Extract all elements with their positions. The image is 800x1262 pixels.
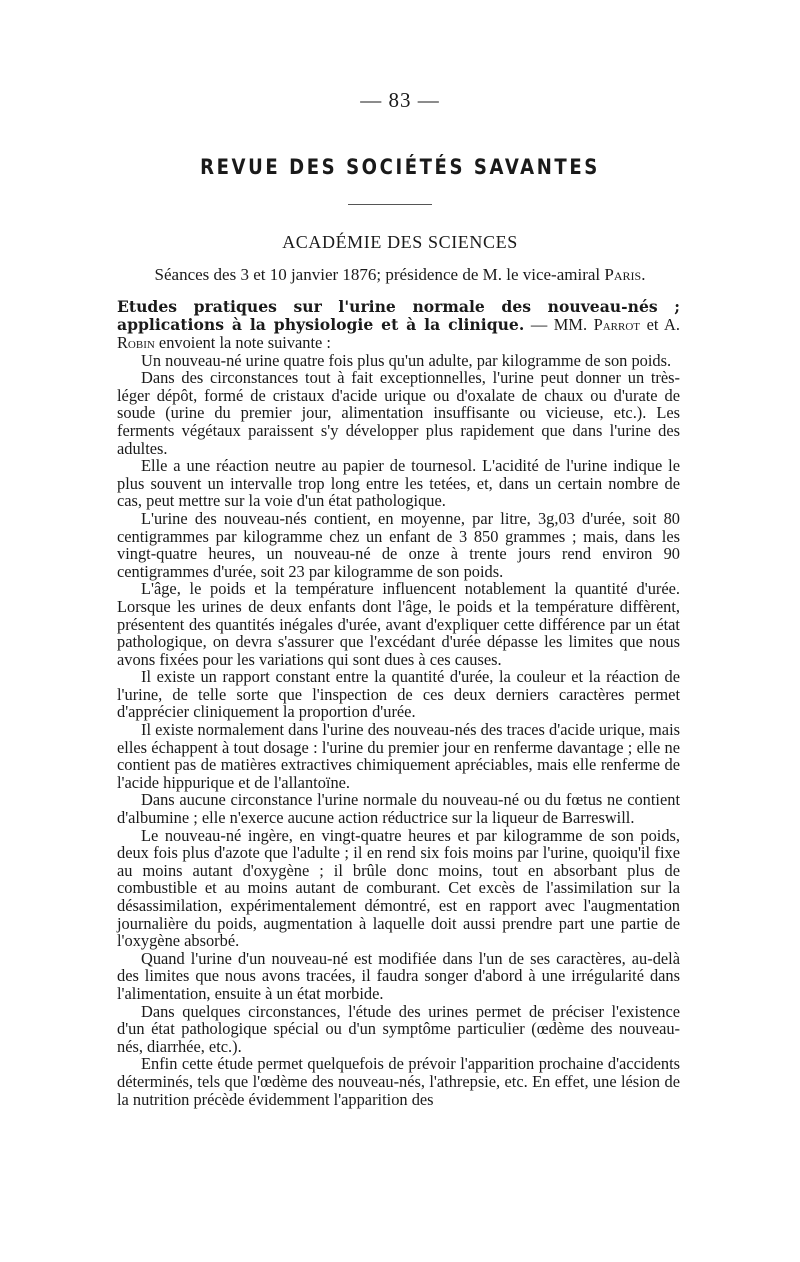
paragraph: Il existe normalement dans l'urine des nouveau-nés des traces d'acide urique, mais elles échappent à tout dosage : l'urine du premier jour en renferme davantage ; elle ne contient pas de matières extractives chimiquement apréciables, mais elle renferme de l'acide hippurique et de l'allantoïne. [117,720,680,792]
paragraph: Dans quelques circonstances, l'étude des urines permet de préciser l'existence d'un état pathologique spécial ou d'un symptôme particulier (œdème des nouveau-nés, diarrhée, etc.). [117,1001,680,1056]
title-divider [348,204,432,205]
paragraph: L'urine des nouveau-nés contient, en moyenne, par litre, 3g,03 d'urée, soit 80 centigrammes par kilogramme chez un enfant de 3 850 grammes ; mais, dans les vingt-quatre heures, un nouveau-né de onze à trente jours rend environ 90 centigrammes d'urée, soit 23 par kilogramme de son poids. [117,508,680,581]
paragraph: Dans des circonstances tout à fait exceptionnelles, l'urine peut donner un très-léger dépôt, formé de cristaux d'acide urique ou d'oxalate de chaux ou d'urate de soude (urine du premier jour, alimentation insuffisante ou vicieuse, etc.). Les ferments végétaux paraissent s'y développer plus rapidement que dans l'urine des adultes. [117,368,680,458]
paragraph: Il existe un rapport constant entre la quantité d'urée, la couleur et la réaction de l'urine, de telle sorte que l'inspection de ces deux derniers caractères permet d'apprécier cliniquement la proportion d'urée. [117,667,680,722]
paragraph: Quand l'urine d'un nouveau-né est modifiée dans l'un de ses caractères, au-delà des limites que nous avons tracées, il faudra songer d'abord à une irrégularité dans l'alimentation, ensuite à un état morbide. [117,948,680,1003]
article-dash: — MM. [524,315,594,334]
author-join: et A. [640,315,680,334]
paragraph: Le nouveau-né ingère, en vingt-quatre heures et par kilogramme de son poids, deux fois plus d'azote que l'adulte ; il en rend six fois moins par l'urine, quoiqu'il fixe au moins autant d'oxygène ; il brûle donc moins, tout en absorbant plus de combustible et au moins autant de comburant. Cet excès de l'assimilation sur la désassimilation, expérimentalement démontré, est en rapport avec l'augmentation journalière du poids, augmentation à laquelle doit aussi prendre part une partie de l'oxygène absorbé. [117,825,680,951]
sessions-text: Séances des 3 et 10 janvier 1876; présidence de M. le vice-amiral [154,265,601,284]
president-name: Paris. [604,265,646,284]
author-robin: Robin [117,333,155,352]
paragraph: Dans aucune circonstance l'urine normale du nouveau-né ou du fœtus ne contient d'albumine ; elle n'exerce aucune action réductrice sur la liqueur de Barreswill. [117,790,680,828]
author-parrot: Parrot [593,315,641,334]
article-title: Etudes pratiques sur l'urine normale des nouveau-nés ; applications à la physiologie et à la clinique. [117,297,680,334]
paragraph: L'âge, le poids et la température influencent notablement la quantité d'urée. Lorsque les urines de deux enfants dont l'âge, le poids et la température diffèrent, présentent des quantités inégales d'urée, avant d'expliquer cette différence par un état pathologique, on devra s'assurer que l'excédant d'urée dépasse les limites que nous avons fixées pour les variations qui sont dues à ces causes. [117,579,680,669]
paragraph: Enfin cette étude permet quelquefois de prévoir l'apparition prochaine d'accidents déterminés, tels que l'œdème des nouveau-nés, l'athrepsie, etc. En effet, une lésion de la nutrition précède évidemment l'apparition des [117,1054,680,1109]
section-title: REVUE DES SOCIÉTÉS SAVANTES [200,155,600,179]
article-intro: envoient la note suivante : [154,333,331,352]
article-heading [117,298,680,352]
page-number: — 83 — [360,88,440,112]
academy-heading: ACADÉMIE DES SCIENCES [282,232,518,252]
article-body [117,298,680,1108]
paragraph: Un nouveau-né urine quatre fois plus qu'un adulte, par kilogramme de son poids. [141,350,672,370]
sessions-line [120,265,680,285]
paragraph: Elle a une réaction neutre au papier de tournesol. L'acidité de l'urine indique le plus souvent un intervalle trop long entre les tetées, et, dans un certain nombre de cas, peut mettre sur la voie d'un état pathologique. [117,456,680,511]
